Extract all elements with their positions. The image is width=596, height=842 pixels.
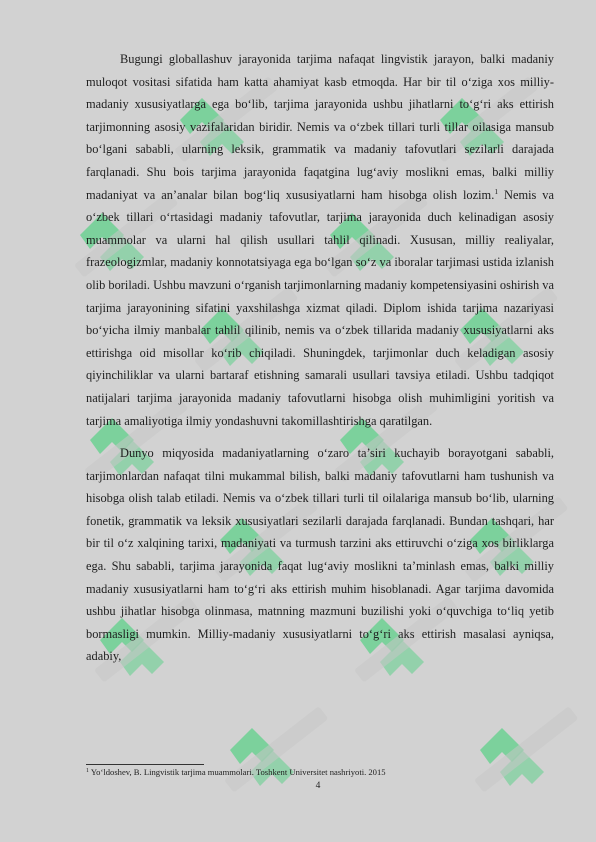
paragraph-2-text: Dunyo miqyosida madaniyatlarning o‘zaro ta’siri kuchayib borayotgani sababli, tarjimonlardan nafaqat tilni mukammal bilish, balki madaniy tafovutlarni ham tushunish va hisobga olish talab etiladi. Nemis va o‘zbek tillari turli til oilalariga mansub bo‘lib, ularning fonetik, grammatik va leksik xususiyatlari sezilarli darajada farqlanadi. Bundan tashqari, har bir til o‘z xalqining tarixi, madaniyati va turmush tarzini aks ettiruvchi o‘ziga xos birliklarga ega. Shu sababli, tarjima jarayonida faqat lug‘aviy moslikni ta’minlash emas, balki milliy madaniy xususiyatlarni ham to‘g‘ri aks ettirish muhim hisoblanadi. Agar tarjima davomida ushbu jihatlar hisobga olinmasa, matnning mazmuni buzilishi yoki o‘quvchiga to‘liq yetib bormasligi mumkin. Milliy-madaniy xususiyatlarni to‘g‘ri aks ettirish masalasi ayniqsa, adabiy, xyxy=(86,446,554,664)
footnote-reference[interactable]: 1 xyxy=(494,186,499,196)
page-number: 4 xyxy=(315,781,321,791)
footnote-number: 1 xyxy=(86,768,89,774)
footnote-text: Yo‘ldoshev, B. Lingvistik tarjima muammolari. Toshkent Universitet nashriyoti. 2015 xyxy=(89,767,386,777)
document-body xyxy=(86,48,554,678)
paragraph-1-text-continued: Nemis va o‘zbek tillari o‘rtasidagi madaniy tafovutlar, tarjima jarayonida duch kelinadigan asosiy muammolar va ularni hal qilish usullari tahlil qilinadi. Xususan, milliy realiyalar, frazeologizmlar, madaniy konnotatsiyaga ega bo‘lgan so‘z va iboralar tarjimasi ustida izlanish olib boriladi. Ushbu mavzuni o‘rganish tarjimonlarning madaniy kompetensiyasini oshirish va tarjima jarayonining sifatini yaxshilashga xizmat qiladi. Diplom ishida tarjima nazariyasi bo‘yicha ilmiy manbalar tahlil qilinib, nemis va o‘zbek tillarida madaniy xususiyatlarni aks ettirishga oid misollar ko‘rib chiqiladi. Shuningdek, tarjimonlar duch keladigan asosiy qiyinchiliklar va ularni bartaraf etishning samarali usullari tavsiya etiladi. Ushbu tadqiqot natijalari tarjima jarayonida madaniy tafovutlarni hisobga olish muhimligini yoritish va tarjima amaliyotiga ilmiy yondashuvni takomillashtirishga qaratilgan. xyxy=(86,187,555,428)
paragraph-1-text: Bugungi globallashuv jarayonida tarjima nafaqat lingvistik jarayon, balki madaniy muloqot vositasi sifatida ham katta ahamiyat kasb etmoqda. Har bir til o‘ziga xos milliy-madaniy xususiyatlarga ega bo‘lib, tarjima jarayonida ushbu jihatlarni to‘g‘ri aks ettirish tarjimonning asosiy vazifalaridan biridir. Nemis va o‘zbek tillari turli tillar oilasiga mansub bo‘lgani sababli, ularning leksik, grammatik va madaniy tafovutlari sezilarli darajada farqlanadi. Shu bois tarjima jarayonida faqatgina lug‘aviy moslikni emas, balki milliy madaniyat va an’analar bilan bog‘liq xususiyatlarni ham hisobga olish lozim. xyxy=(86,52,554,202)
paragraph-2 xyxy=(86,442,554,668)
footnote xyxy=(86,767,556,778)
paragraph-1 xyxy=(86,48,554,432)
footnote-divider xyxy=(86,764,204,765)
